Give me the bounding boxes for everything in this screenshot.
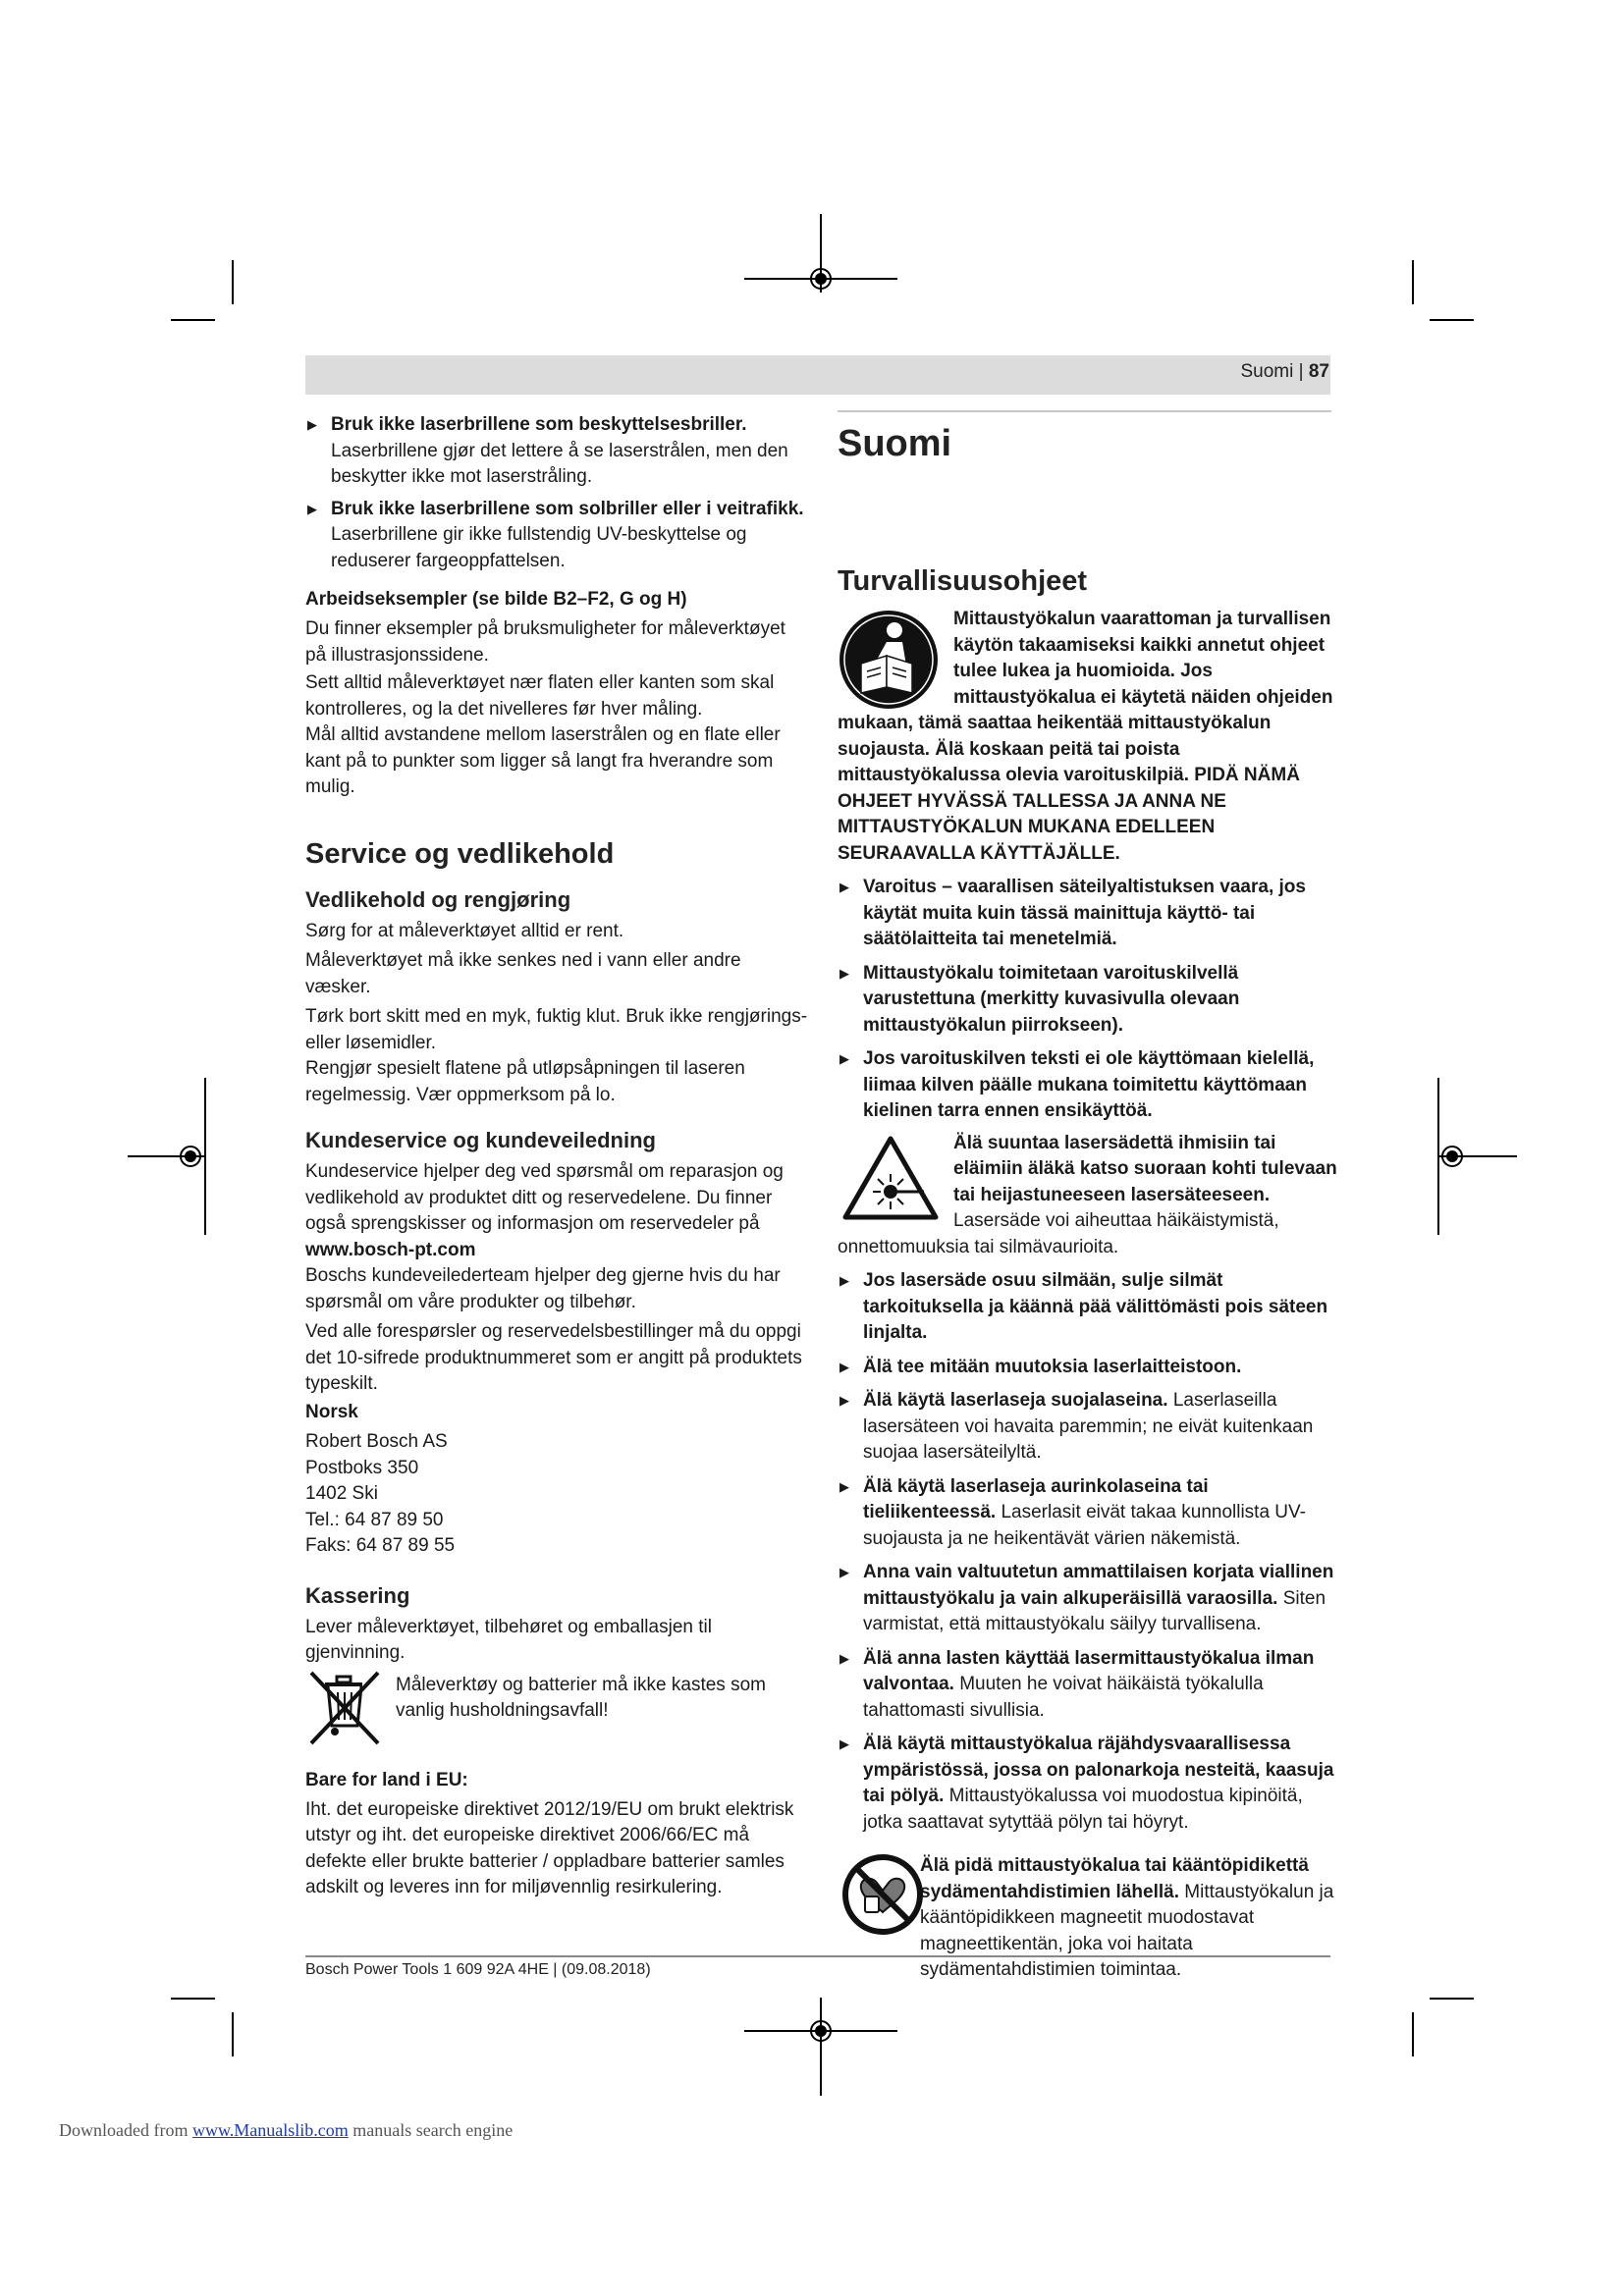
header-band — [305, 355, 1330, 395]
section-heading-kundeservice: Kundeservice og kundeveiledning — [305, 1128, 656, 1152]
safety-intro-text: Mittaustyökalun vaarattoman ja turvallisen käytön takaamiseksi kaikki annetut ohjeet tulee lukea ja huomioida. Jos mittaustyökalua ei käytetä näiden ohjeiden mukaan, tämä saattaa heikentää mittaustyökalun suojausta. Älä koskaan peitä tai poista mittaustyökalussa olevia varoituskilpiä. PIDÄ NÄMÄ OHJEET HYVÄSSÄ TALLESSA JA ANNA NE MITTAUSTYÖKALUN MUKANA EDELLEEN SEURAAVALLA KÄYTTÄJÄLLE. — [838, 609, 1333, 864]
header-language: Suomi — [1240, 361, 1294, 382]
bullet-no-sunglasses: ▶ Bruk ikke laserbrillene som solbriller eller i veitrafikk. — [305, 497, 808, 523]
footer-rule — [305, 1955, 1330, 1957]
registration-mark-top — [810, 268, 832, 290]
manualslib-link[interactable]: www.Manualslib.com — [191, 2120, 349, 2140]
bullet-no-protective-glasses: ▶ Bruk ikke laserbrillene som beskyttelsesbriller. — [305, 412, 808, 439]
section-heading-vedlikehold: Vedlikehold og rengjøring — [305, 886, 571, 912]
crossed-bin-icon — [307, 1669, 382, 1747]
bullet-text: Laserlaseilla lasersäteen voi havaita paremmin; ne eivät kuitenkaan suojaa lasersäteilyltä. — [863, 1390, 1314, 1463]
paragraph: Måleverktøyet må ikke senkes ned i vann eller andre væsker. — [305, 950, 741, 997]
bullet-bold: Anna vain valtuutetun ammattilaisen korjata viallinen mittaustyökalu ja vain alkuperäisillä varaosilla. — [863, 1562, 1334, 1609]
read-manual-notice — [838, 607, 1340, 867]
section-heading-safety: Turvallisuusohjeet — [838, 565, 1088, 597]
left-column — [305, 412, 808, 1901]
address-line: Robert Bosch AS — [305, 1431, 448, 1452]
paragraph: Boschs kundeveilederteam hjelper deg gjerne hvis du har spørsmål om våre produkter og tilbehør. — [305, 1265, 781, 1312]
bullet-children — [838, 1646, 1340, 1725]
laser-warning-icon — [841, 1135, 940, 1221]
paragraph: Mål alltid avstandene mellom laserstrålen og en flate eller kant på to punkter som ligger så langt fra hverandre som mulig. — [305, 724, 781, 797]
registration-mark-bottom — [810, 2020, 832, 2042]
bullet-text: Laserlasit eivät takaa kunnollista UV-suojausta ja ne heikentävät värien näkemistä. — [863, 1502, 1306, 1549]
section-heading-eu: Bare for land i EU: — [305, 1769, 468, 1790]
bullet-bold: Älä käytä laserlaseja suojalaseina. — [863, 1390, 1168, 1411]
paragraph: Sørg for at måleverktøyet alltid er rent. — [305, 920, 624, 941]
disposal-notice — [305, 1667, 808, 1751]
download-notice — [59, 2120, 513, 2141]
paragraph: Måleverktøy og batterier må ikke kastes som vanlig husholdningsavfall! — [396, 1674, 766, 1721]
bullet-bold: Älä käytä laserlaseja aurinkolaseina tai tieliikenteessä. — [863, 1475, 1209, 1522]
registration-mark-right — [1441, 1146, 1463, 1167]
section-heading-kassering: Kassering — [305, 1582, 410, 1608]
page-number: 87 — [1308, 361, 1329, 382]
bullet-laser-glasses — [838, 1388, 1340, 1467]
pacemaker-notice — [838, 1853, 1340, 1984]
paragraph: Tørk bort skitt med en myk, fuktig klut. Bruk ikke rengjørings- eller løsemidler. — [305, 1006, 808, 1053]
bullet-label-language: ▶ Jos varoituskilven teksti ei ole käyttömaan kielellä, liimaa kilven päälle mukana toimitettu käyttömaan kielinen tarra ennen ensikäyttöä. — [838, 1046, 1340, 1125]
pacemaker-warning-text: Mittaustyökalun ja kääntöpidikkeen magneetit muodostavat magneettikentän, joka voi haitata sydämentahdistimien toimintaa. — [920, 1881, 1334, 1980]
country-label: Norsk — [305, 1401, 358, 1422]
bullet-radiation-warning: ▶ Varoitus – vaarallisen säteilyaltistuksen vaara, jos käytät muita kuin tässä mainittuja käyttö- tai säätölaitteita tai menetelmiä. — [838, 875, 1340, 953]
bullet-laser-in-eye: ▶ Jos lasersäde osuu silmään, sulje silmät tarkoituksella ja käännä pää välittömästi pois säteen linjalta. — [838, 1268, 1340, 1347]
paragraph: Rengjør spesielt flatene på utløpsåpningen til laseren regelmessig. Vær oppmerksom på lo. — [305, 1058, 745, 1105]
right-column — [838, 422, 1340, 1984]
page-footer: Bosch Power Tools 1 609 92A 4HE | (09.08.2018) — [305, 1961, 651, 1978]
bullet-bold: Älä anna lasten käyttää lasermittaustyökalua ilman valvontaa. — [863, 1647, 1315, 1694]
bullet-text: Siten varmistat, että mittaustyökalu säilyy turvallisena. — [863, 1587, 1326, 1634]
bullet-no-modifications: ▶ Älä tee mitään muutoksia laserlaitteistoon. — [838, 1355, 1340, 1381]
bullet-text: Laserbrillene gjør det lettere å se laserstrålen, men den beskytter ikke mot laserstråling. — [331, 440, 788, 487]
bullet-text: Mittaustyökalussa voi muodostua kipinöitä, jotka saattavat sytyttää pölyn tai höyryt. — [863, 1786, 1303, 1833]
pacemaker-warning — [920, 1853, 1340, 1984]
pacemaker-warning-bold: Älä pidä mittaustyökalua tai kääntöpidikettä sydämentahdistimien lähellä. — [920, 1855, 1309, 1902]
download-prefix: Downloaded from — [59, 2120, 192, 2140]
section-heading-arbeidseksempler: Arbeidseksempler (se bilde B2–F2, G og H) — [305, 589, 687, 610]
bullet-text: Muuten he voivat häikäistä työkalulla tahattomasti sivullisia. — [863, 1674, 1264, 1721]
registration-mark-left — [180, 1146, 201, 1167]
page-header — [1241, 361, 1330, 383]
header-separator: | — [1293, 361, 1309, 382]
read-manual-icon — [838, 609, 940, 711]
address-line: Faks: 64 87 89 55 — [305, 1535, 456, 1556]
bullet-sunglasses — [838, 1474, 1340, 1553]
bullet-repair — [838, 1560, 1340, 1638]
laser-warning-notice — [838, 1131, 1340, 1261]
bosch-website-link[interactable]: www.bosch-pt.com — [305, 1239, 476, 1260]
address-line: 1402 Ski — [305, 1483, 378, 1504]
paragraph: Lever måleverktøyet, tilbehøret og emballasjen til gjenvinning. — [305, 1616, 712, 1663]
address-line: Tel.: 64 87 89 50 — [305, 1509, 444, 1530]
paragraph: Ved alle forespørsler og reservedelsbestillinger må du oppgi det 10-sifrede produktnummeret som er angitt på produktets typeskilt. — [305, 1321, 802, 1394]
bullet-warning-label: ▶ Mittaustyökalu toimitetaan varoituskilvellä varustettuna (merkitty kuvasivulla olevaan mittaustyökalun piirrokseen). — [838, 961, 1340, 1040]
laser-warning-bold: Älä suuntaa lasersädettä ihmisiin tai eläimiin äläkä katso suoraan kohti tulevaan tai heijastuneeseen lasersäteeseen. — [953, 1132, 1337, 1205]
language-title: Suomi — [838, 423, 952, 464]
bullet-explosive — [838, 1732, 1340, 1836]
address-line: Postboks 350 — [305, 1457, 419, 1478]
paragraph: Kundeservice hjelper deg ved spørsmål om reparasjon og vedlikehold av produktet ditt og reservedelene. Du finner også sprengskisser og informasjon om reservedeler på — [305, 1161, 784, 1234]
paragraph: Sett alltid måleverktøyet nær flaten eller kanten som skal kontrolleres, og la det nivelleres før hver måling. — [305, 672, 775, 720]
section-heading-service: Service og vedlikehold — [305, 837, 615, 870]
bullet-bold: Älä käytä mittaustyökalua räjähdysvaarallisessa ympäristössä, jossa on palonarkoja nesteitä, kaasuja tai pölyä. — [863, 1734, 1334, 1806]
no-pacemaker-icon — [841, 1853, 924, 1936]
header-rule — [838, 410, 1331, 412]
paragraph: Iht. det europeiske direktivet 2012/19/EU om brukt elektrisk utstyr og iht. det europeiske direktivet 2006/66/EC må defekte eller brukte batterier / oppladbare batterier samles adskilt og leveres inn for miljøvennlig resirkulering. — [305, 1798, 794, 1897]
laser-warning-text: Lasersäde voi aiheuttaa häikäistymistä, onnettomuuksia tai silmävaurioita. — [838, 1210, 1279, 1257]
bullet-text: Laserbrillene gir ikke fullstendig UV-beskyttelse og reduserer fargeoppfattelsen. — [331, 524, 747, 571]
paragraph: Du finner eksempler på bruksmuligheter for måleverktøyet på illustrasjonssidene. — [305, 618, 785, 666]
download-suffix: manuals search engine — [348, 2120, 514, 2140]
